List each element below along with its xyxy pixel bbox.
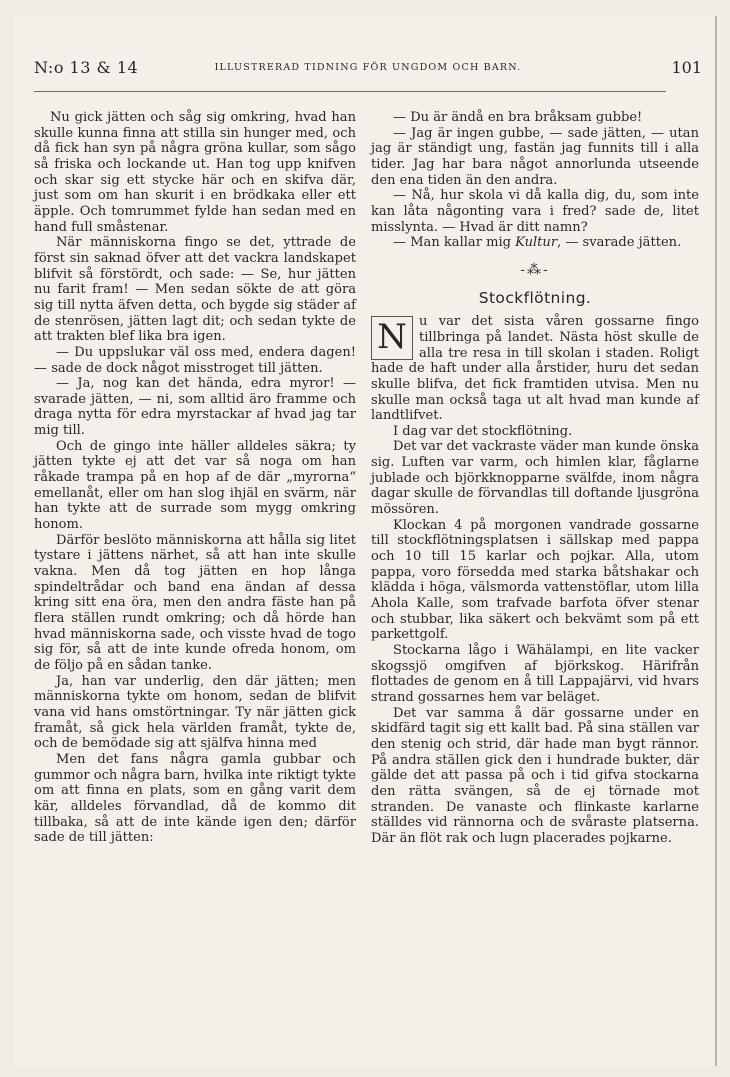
paragraph: När människorna fingo se det, yttrade de först sin saknad öfver att det vackra landskapet blifvit så förstördt, och sade: — Se, hur jätten nu farit fram! — Men sedan sökte de att göra sig till nytta äfven detta, och bygde sig städer af de stenrösen, jätten lagt dit; och sedan tykte de att trakten blef lika bra igen.: [34, 235, 356, 345]
paragraph: u var det sista våren gossarne fingo tillbringa på landet. Nästa höst skulle de alla tre resa in till skolan i staden. Roligt hade de haft under alla årstider, huru det sedan skulle blifva, det fick framtiden utvisa. Men nu skulle man också taga ut alt hvad man kunde af landtlifvet.: [371, 314, 699, 424]
paragraph: Nu gick jätten och såg sig omkring, hvad han skulle kunna finna att stilla sin hunger med, och då fick han syn på några gröna kullar, som sågo så friska och lockande ut. Han tog upp knifven och skar sig ett stycke här och en skifva där, just som om han skurit i en brödkaka eller ett äpple. Och tomrummet fylde han sedan med en hand full småstenar.: [34, 110, 356, 235]
name-line-prefix: — Man kallar mig: [393, 235, 511, 251]
paragraph: Det var samma å där gossarne under en skidfärd tagit sig ett kallt bad. På sina ställen var den stenig och strid, där hade man bygt rännor. På andra ställen gick den i hundrade bukter, där gälde det att passa på och i tid gifva stockarna den rätta svängen, så de ej törnade mot stranden. De vanaste och flinkaste karlarne ställdes vid rännorna och de svåraste platserna. Där än flöt rak och lugn placerades pojkarne.: [371, 705, 699, 846]
dropcap-paragraph: [371, 314, 699, 424]
page-edge: [715, 16, 717, 1066]
ornament-divider: -⁂-: [520, 261, 550, 278]
dropcap-letter: N: [371, 316, 413, 360]
paragraph: Stockarna lågo i Wähälampi, en lite vacker skogssjö omgifven af björkskog. Härifrån flottades de genom en å till Lappajärvi, vid hvars strand gossarnes hem var beläget.: [371, 643, 699, 705]
header-rule: [34, 91, 666, 92]
paragraph: Och de gingo inte häller alldeles säkra; ty jätten tykte ej att det var så noga om han råkade trampa på en hop af de där „myrorna“ emellanåt, eller om han slog ihjäl en svärm, när han tykte att de surrade som mygg omkring honom.: [34, 438, 356, 533]
dialogue-line: [371, 235, 699, 251]
paragraph: Därför beslöto människorna att hålla sig litet tystare i jättens närhet, så att han inte skulle vakna. Men då tog jätten en hop långa spindeltrådar och band ena ändan af dessa kring sitt ena öra, men den andra fäste han på flera ställen rundt omkring; och då hörde han hvad människorna sade, och visste hvad de togo sig för, så att de inte kunde ofreda honom, om de följo på en sådan tanke.: [34, 532, 356, 673]
page-number: 101: [671, 58, 702, 77]
right-column: [371, 110, 699, 847]
left-column: [34, 110, 356, 846]
name-word: Kultur: [515, 235, 558, 251]
paragraph: Ja, han var underlig, den där jätten; men människorna tykte om honom, sedan de blifvit vana vid hans omstörtningar. Ty när jätten gick framåt, så gick hela världen framåt, tykte de, och de bemödade sig att själfva hinna med: [34, 673, 356, 752]
name-line-suffix: , — svarade jätten.: [557, 235, 682, 251]
page-header: [34, 58, 702, 86]
paragraph: Det var det vackraste väder man kunde önska sig. Luften var varm, och himlen klar, fåglarne jublade och björkknopparne svälfde, inom några dagar skulle de förvandlas till doftande ljusgröna mössören.: [371, 439, 699, 518]
paragraph: — Ja, nog kan det hända, edra myror! — svarade jätten, — ni, som alltid äro framme och draga nytta för edra myrstackar af hvad jag tar mig till.: [34, 376, 356, 439]
paragraph: I dag var det stockflötning.: [393, 423, 573, 439]
paragraph: — Du uppslukar väl oss med, endera dagen! — sade de dock något misstroget till jätten.: [34, 344, 356, 376]
dialogue-line: — Du är ändå en bra bråksam gubbe!: [393, 110, 643, 125]
dialogue-line: — Nå, hur skola vi då kalla dig, du, som inte kan låta någonting vara i fred? sade de, litet misslynta. — Hvad är ditt namn?: [371, 188, 699, 235]
section-title: Stockflötning.: [478, 288, 592, 307]
paragraph: Men det fans några gamla gubbar och gummor och några barn, hvilka inte riktigt tykte om att finna en plats, som en gång varit dem kär, alldeles förvandlad, då de kommo dit tillbaka, så att de inte kände igen den; därför sade de till jätten:: [34, 751, 356, 846]
issue-number: N:o 13 & 14: [34, 58, 139, 77]
dialogue-line: — Jag är ingen gubbe, — sade jätten, — utan jag är ständigt ung, fastän jag funnits till i alla tider. Jag har bara något annorlunda utseende den ena tiden än den andra.: [371, 125, 699, 188]
paragraph: Klockan 4 på morgonen vandrade gossarne till stockflötningsplatsen i sällskap med pappa och 10 till 15 karlar och pojkar. Alla, utom pappa, voro försedda med starka båtshakar och klädda i höga, välsmorda vattenstöflar, utom lilla Ahola Kalle, som trafvade barfota öfver stenar och stubbar, lika säkert och bekvämt som på ett parkettgolf.: [371, 517, 699, 643]
publication-title: ILLUSTRERAD TIDNING FÖR UNGDOM OCH BARN.: [214, 62, 522, 73]
